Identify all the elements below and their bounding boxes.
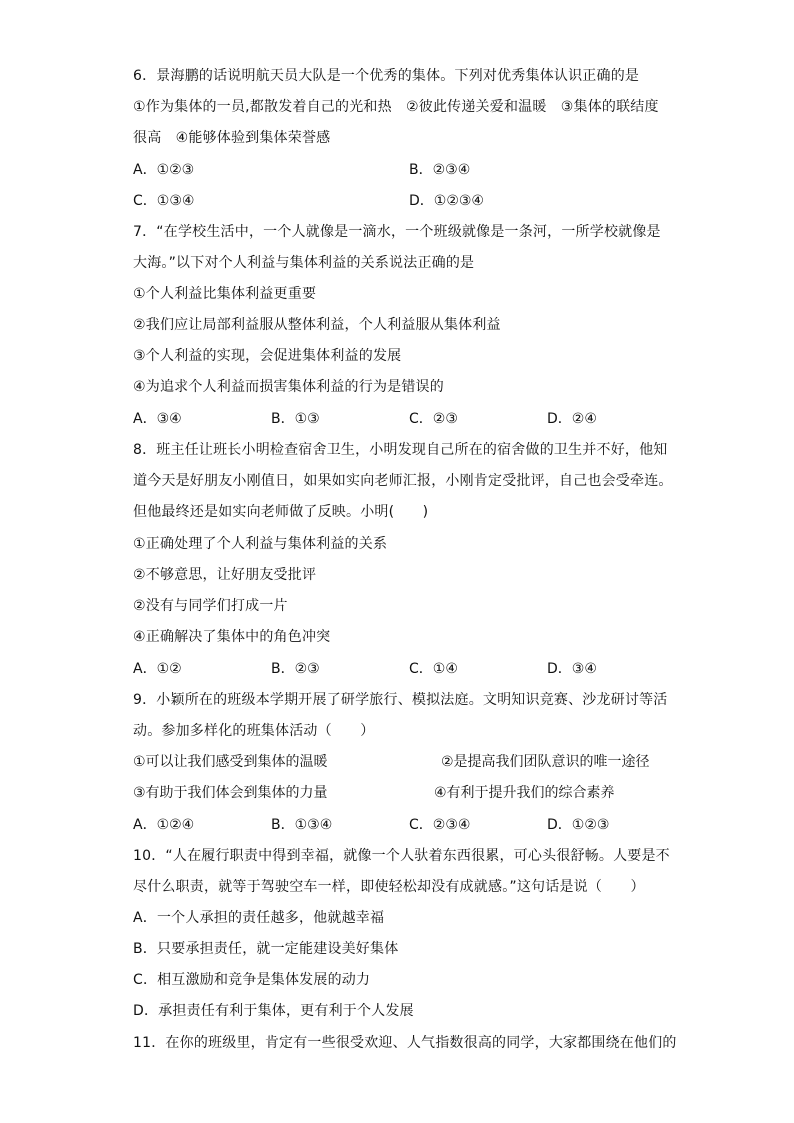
q9-option-b: B．①③④	[271, 817, 333, 833]
q7-option-b: B．①③	[271, 411, 320, 427]
q8-stem-line-2: 道今天是好朋友小刚值日，如果如实向老师汇报，小刚肯定受批评，自己也会受牵连。	[133, 473, 673, 489]
q7-stem-line-2: 大海。”以下对个人利益与集体利益的关系说法正确的是	[133, 255, 475, 271]
q10-option-a: A．一个人承担的责任越多，他就越幸福	[133, 910, 385, 926]
q9-option-d: D．①②③	[547, 817, 610, 833]
q6-option-c: C．①③④	[133, 193, 195, 209]
q9-statement-2: ②是提高我们团队意识的唯一途径	[441, 754, 650, 770]
q8-statement-4: ④正确解决了集体中的角色冲突	[133, 629, 331, 645]
q10-stem-line-1: 10．“人在履行职责中得到幸福，就像一个人驮着东西很累，可心头很舒畅。人要是不	[133, 848, 670, 864]
q8-option-b: B．②③	[271, 661, 320, 677]
q7-option-d: D．②④	[547, 411, 597, 427]
q8-option-d: D．③④	[547, 661, 597, 677]
q7-statement-3: ③个人利益的实现，会促进集体利益的发展	[133, 348, 402, 364]
q10-option-c: C．相互激励和竞争是集体发展的动力	[133, 972, 371, 988]
q6-option-d: D．①②③④	[409, 193, 484, 209]
q9-stem-line-2: 动。参加多样化的班集体活动（ ）	[133, 723, 375, 739]
q8-stem-line-1: 8．班主任让班长小明检查宿舍卫生，小明发现自己所在的宿舍做的卫生并不好，他知	[133, 442, 668, 458]
q7-option-c: C．②③	[409, 411, 458, 427]
q8-option-a: A．①②	[133, 661, 182, 677]
q7-statement-1: ①个人利益比集体利益更重要	[133, 286, 317, 302]
q6-statements-line-1: ①作为集体的一员,都散发着自己的光和热 ②彼此传递关爱和温暖 ③集体的联结度	[133, 99, 659, 115]
q6-stem-line-1: 6．景海鹏的话说明航天员大队是一个优秀的集体。下列对优秀集体认识正确的是	[133, 68, 640, 84]
q9-option-c: C．②③④	[409, 817, 471, 833]
q10-stem-line-2: 尽什么职责，就等于驾驶空车一样，即使轻松却没有成就感。”这句话是说（ ）	[133, 879, 645, 895]
q6-option-a: A．①②③	[133, 162, 195, 178]
q9-option-a: A．①②④	[133, 817, 195, 833]
q8-stem-line-3: 但他最终还是如实向老师做了反映。小明( )	[133, 504, 429, 520]
q9-statement-4: ④有利于提升我们的综合素养	[434, 785, 615, 801]
q7-statement-4: ④为追求个人利益而损害集体利益的行为是错误的	[133, 379, 444, 395]
q11-stem-line-1: 11．在你的班级里，肯定有一些很受欢迎、人气指数很高的同学，大家都围绕在他们的	[133, 1035, 677, 1051]
q7-statement-2: ②我们应让局部利益服从整体利益，个人利益服从集体利益	[133, 317, 501, 333]
q8-option-c: C．①④	[409, 661, 458, 677]
q7-stem-line-1: 7．“在学校生活中，一个人就像是一滴水，一个班级就像是一条河，一所学校就像是	[133, 224, 661, 240]
q10-option-d: D．承担责任有利于集体，更有利于个人发展	[133, 1003, 414, 1019]
q6-option-b: B．②③④	[409, 162, 471, 178]
q8-statement-2: ②不够意思，让好朋友受批评	[133, 567, 317, 583]
q8-statement-1: ①正确处理了个人利益与集体利益的关系	[133, 536, 388, 552]
q7-option-a: A．③④	[133, 411, 182, 427]
q9-statement-1: ①可以让我们感受到集体的温暖	[133, 754, 328, 770]
q9-stem-line-1: 9．小颖所在的班级本学期开展了研学旅行、模拟法庭。文明知识竞赛、沙龙研讨等活	[133, 692, 668, 708]
q8-statement-3: ②没有与同学们打成一片	[133, 598, 288, 614]
q9-statement-3: ③有助于我们体会到集体的力量	[133, 785, 328, 801]
q6-statements-line-2: 很高 ④能够体验到集体荣誉感	[133, 130, 331, 146]
q10-option-b: B．只要承担责任，就一定能建设美好集体	[133, 941, 399, 957]
